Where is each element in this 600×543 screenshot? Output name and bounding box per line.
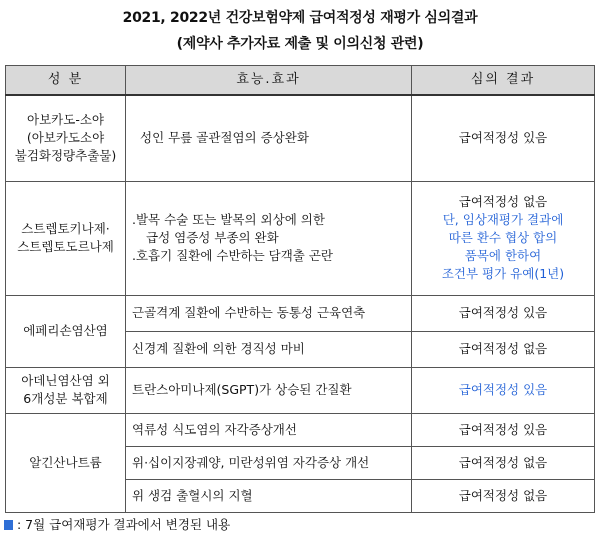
result-cell: 급여적정성 있음 [412,95,595,181]
table-row [6,181,595,295]
ingredient-cell [6,181,126,295]
result-cell: 급여적정성 있음 [412,413,595,446]
changed-result-text: 조건부 평가 유예(1년) [441,266,565,281]
ingredient-text: 스트렙토키나제· [21,221,110,236]
header-effect: 효능.효과 [126,66,412,96]
effect-text: .호흡기 질환에 수반하는 담객출 곤란 [132,248,333,263]
result-cell [412,181,595,295]
ingredient-text: 스트렙토도르나제 [17,239,114,254]
effect-cell: 성인 무릎 골관절염의 증상완화 [126,95,412,181]
ingredient-text: 아보카도-소야 [27,112,104,128]
changed-result-cell: 급여적정성 있음 [412,367,595,413]
ingredient-text: 아데닌염산염 외 [21,373,110,388]
effect-cell: 트란스아미나제(SGPT)가 상승된 간질환 [126,367,412,413]
legend-text: : 7월 급여재평가 결과에서 변경된 내용 [17,517,231,532]
effect-cell: 위·십이지장궤양, 미란성위염 자각증상 개선 [126,446,412,479]
result-text: 급여적정성 없음 [458,194,548,209]
effect-cell: 신경계 질환에 의한 경직성 마비 [126,331,412,367]
page-title: 2021, 2022년 건강보험약제 급여적정성 재평가 심의결과 [122,10,478,26]
page-subtitle: (제약사 추가자료 제출 및 이의신청 관련) [176,36,424,52]
effect-text: 급성 염증성 부종의 완화 [146,230,279,245]
ingredient-cell: 알긴산나트륨 [6,413,126,512]
header-ingredient: 성 분 [6,66,126,96]
changed-result-text: 품목에 한하여 [464,248,542,263]
table-row [6,413,595,446]
table-row [6,295,595,331]
effect-text: .발목 수술 또는 발목의 외상에 의한 [132,212,325,227]
result-cell: 급여적정성 없음 [412,446,595,479]
legend-note [4,515,230,533]
table-row [6,367,595,413]
table-header-row [6,66,595,96]
ingredient-cell: 에페리손염산염 [6,295,126,367]
blue-square-icon [4,520,13,530]
effect-cell: 근골격계 질환에 수반하는 동통성 근육연축 [126,295,412,331]
effect-cell: 위 생검 출혈시의 지혈 [126,479,412,512]
ingredient-text: 6개성분 복합제 [23,391,108,406]
result-cell: 급여적정성 없음 [412,479,595,512]
ingredient-text: 불검화정량추출물) [14,148,117,164]
table-row [6,95,595,181]
header-result: 심의 결과 [412,66,595,96]
effect-cell: 역류성 식도염의 자각증상개선 [126,413,412,446]
result-cell: 급여적정성 있음 [412,295,595,331]
review-results-table [5,65,595,513]
changed-result-text: 단, 임상재평가 결과에 [442,212,564,227]
ingredient-text: (아보카도소야 [26,130,105,146]
changed-result-text: 따른 환수 협상 합의 [448,230,558,245]
effect-cell [126,181,412,295]
ingredient-cell [6,95,126,181]
ingredient-cell [6,367,126,413]
result-cell: 급여적정성 없음 [412,331,595,367]
